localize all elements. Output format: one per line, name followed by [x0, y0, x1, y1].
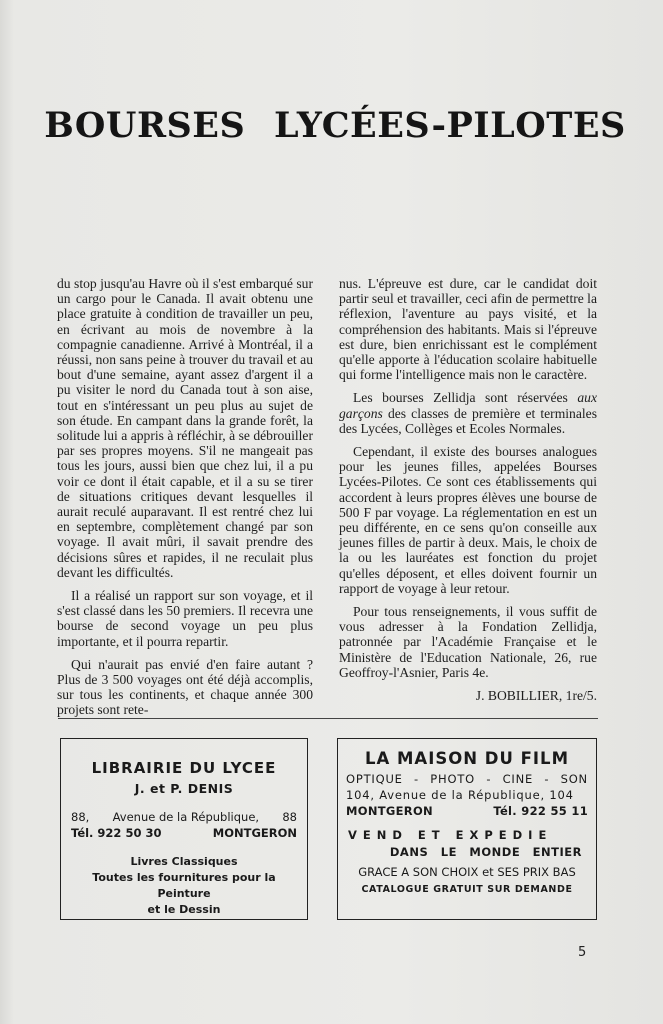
text-span: Les bourses Zellidja sont réservées: [353, 390, 578, 406]
address-number: 88: [282, 810, 297, 824]
author-signature: J. BOBILLIER, 1re/5.: [475, 688, 597, 704]
advertisement-maison-du-film: [337, 738, 597, 920]
service-item: CINE: [502, 772, 534, 786]
emphasis-text: aux garçons: [339, 390, 597, 421]
ad-address: [346, 788, 588, 802]
ad-address: [71, 810, 297, 824]
ad-city: MONTGERON: [346, 804, 433, 818]
ad-slogan: DANS LE MONDE ENTIER: [389, 845, 582, 859]
page-number: 5: [578, 945, 587, 960]
article-paragraph: [339, 390, 597, 436]
service-item: OPTIQUE: [346, 772, 403, 786]
article-paragraph: Qui n'aurait pas envié d'en faire autant ? Plus de 3 500 voyages ont été déjà accomplis, sur tous les continents, et chaque année 300 projets sont rete-: [57, 656, 313, 718]
ad-business-name: LIBRAIRIE DU LYCEE: [91, 759, 277, 777]
article-title: BOURSES LYCÉES-PILOTES: [44, 105, 626, 146]
article-paragraph: nus. L'épreuve est dure, car le candidat doit partir seul et travailler, ceci afin de permettre la réflexion, l'aventure au pays visité, et la compréhension des habitants. Mais si l'épreuve est dure, bien enrichissant est le complément qu'elle apporte à l'éducation scolaire habituelle qui forme l'intelligence mais non le caractère.: [339, 276, 597, 383]
article-column-right: [339, 276, 597, 711]
ad-offer-line: et le Dessin: [147, 903, 221, 916]
ad-phone: Tél. 922 55 11: [493, 804, 588, 818]
ad-offer-line: Toutes les fournitures pour la Peinture: [92, 871, 276, 900]
service-item: PHOTO: [430, 772, 476, 786]
ad-business-name: LA MAISON DU FILM: [364, 749, 569, 768]
section-divider: [58, 718, 598, 719]
service-item: SON: [560, 772, 588, 786]
ad-owner: J. et P. DENIS: [134, 781, 234, 796]
article-paragraph: du stop jusqu'au Havre où il s'est embarqué sur un cargo pour le Canada. Il avait obtenu une place gratuite à condition de travailler un peu, en écrivant au mois de novembre à la compagnie canadienne. Arrivé à Montréal, il a réussi, non sans peine à trouver du travail et au bout d'une semaine, ayant assez d'argent il a pu visiter le nord du Canada tout à son aise, tout en s'intéressant un peu plus au sujet de son étude. En campant dans la grande forêt, la solitude lui a appris à réfléchir, à se débrouiller par ses propres moyens. S'il ne mangeait pas tous les jours, aussi bien que chez lui, il a pu voir ce dont il était capable, et il a su se tirer de situations critiques devant lesquelles il aurait reculé auparavant. Il est rentré chez lui en septembre, complètement changé par son voyage. Il avait mûri, il savait prendre des décisions sûres et rapides, il ne reculait plus devant les difficultés.: [57, 276, 313, 580]
ad-contact: [71, 826, 297, 840]
address-street: Avenue de la République,: [112, 810, 260, 824]
ad-catalogue-note: CATALOGUE GRATUIT SUR DEMANDE: [361, 884, 573, 895]
separator: -: [544, 772, 550, 786]
ad-tagline: GRACE A SON CHOIX et SES PRIX BAS: [358, 865, 576, 879]
separator: -: [486, 772, 492, 786]
ad-contact: [346, 804, 588, 818]
ad-services: [346, 772, 588, 786]
address-text: 104, Avenue de la République, 104: [346, 788, 574, 802]
article-paragraph: Cependant, il existe des bourses analogues pour les jeunes filles, appelées Bourses Lycées-Pilotes. Ce sont ces établissements qui accordent à leurs propres élèves une bourse de 500 F par voyage. La réglementation en est un peu différente, en ce sens qu'on conseille aux jeunes filles de partir à deux. Mais, le choix de la ou les lauréates est fonction du projet qu'elles déposent, et elles doivent fournir un rapport de voyage à leur retour.: [339, 444, 597, 596]
advertisement-librairie: [60, 738, 308, 920]
article-paragraph: Il a réalisé un rapport sur son voyage, et il s'est classé dans les 50 premiers. Il recevra une bourse de second voyage un peu plus importante, et il pourra repartir.: [57, 588, 313, 649]
separator: -: [414, 772, 419, 786]
article-column-left: [57, 276, 313, 726]
ad-phone: Tél. 922 50 30: [71, 826, 162, 840]
address-number: 88,: [71, 810, 90, 824]
ad-slogan: VEND ET EXPEDIE: [348, 828, 553, 842]
text-span: des classes de première et terminales des Lycées, Collèges et Ecoles Normales.: [339, 405, 597, 436]
article-paragraph: Pour tous renseignements, il vous suffit de vous adresser à la Fondation Zellidja, patronnée par l'Académie Française et le Ministère de l'Education Nationale, 26, rue Geoffroy-l'Asnier, Paris 4e.: [339, 604, 597, 680]
ad-city: MONTGERON: [212, 826, 297, 840]
ad-offer-line: Livres Classiques: [130, 855, 238, 868]
